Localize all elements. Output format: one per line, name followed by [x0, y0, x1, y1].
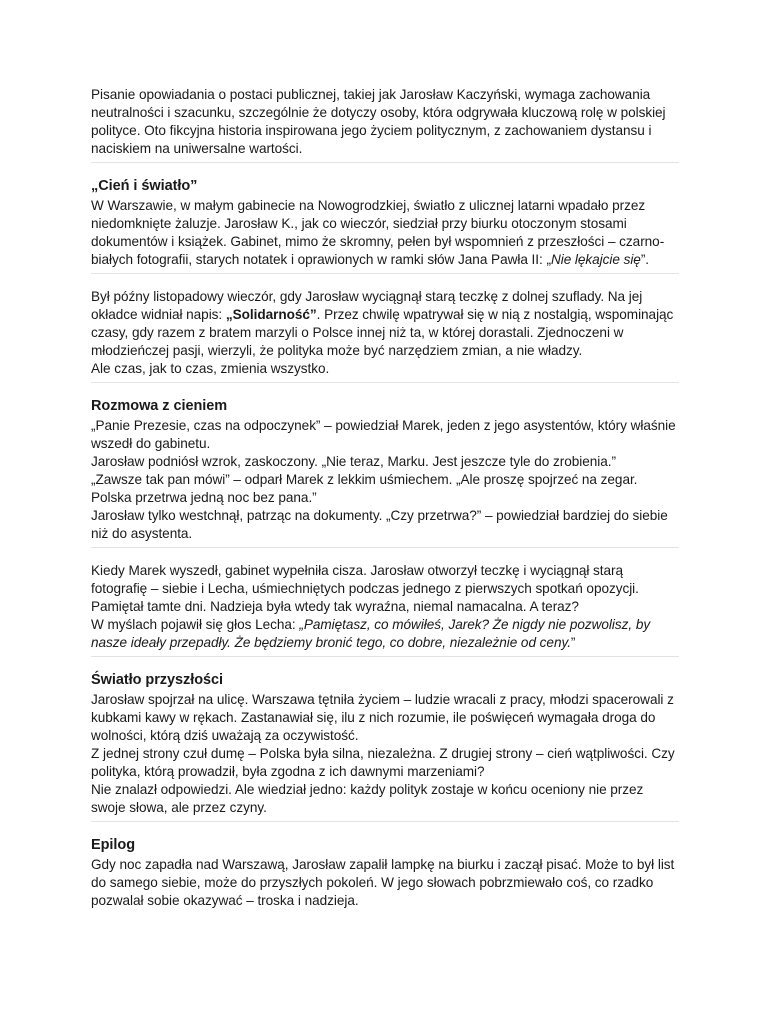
section-3-paragraph: Nie znalazł odpowiedzi. Ale wiedział jedno: każdy polityk zostaje w końcu oceniony nie przez swoje słowa, ale przez czyny. [91, 782, 644, 815]
section-2-lech-quote-line: W myślach pojawił się głos Lecha: „Pamiętasz, co mówiłeś, Jarek? Że nigdy nie pozwolisz, by nasze ideały przepadły. Że będziemy bronić tego, co dobre, niezależnie od ceny.” [91, 617, 651, 650]
intro-paragraph: Pisanie opowiadania o postaci publicznej, takiej jak Jarosław Kaczyński, wymaga zachowania neutralności i szacunku, szczególnie że dotyczy osoby, która odgrywała kluczową rolę w polskiej polityce. Oto fikcyjna historia inspirowana jego życiem politycznym, z zachowaniem dystansu i naciskiem na uniwersalne wartości. [91, 87, 666, 156]
divider [91, 382, 679, 383]
dialogue-line: „Panie Prezesie, czas na odpoczynek” – powiedział Marek, jeden z jego asystentów, który właśnie wszedł do gabinetu. [91, 418, 676, 451]
section-3-paragraph: Z jednej strony czuł dumę – Polska była silna, niezależna. Z drugiej strony – cień wątpliwości. Czy polityka, którą prowadził, była zgodna z ich dawnymi marzeniami? [91, 746, 675, 779]
section-3-paragraph: Jarosław spojrzał na ulicę. Warszawa tętniła życiem – ludzie wracali z pracy, młodzi spacerowali z kubkami kawy w rękach. Zastanawiał się, ilu z nich rozumie, ile poświęceń wymagała droga do wolności, którą dziś uważają za oczywistość. [91, 692, 674, 743]
bold-solidarnosc: „Solidarność” [225, 307, 317, 322]
quote-lech: „Pamiętasz, co mówiłeś, Jarek? Że nigdy nie pozwolisz, by nasze ideały przepadły. Że będziemy bronić tego, co dobre, niezależnie od ceny. [91, 617, 651, 650]
section-1-paragraph-2: Był późny listopadowy wieczór, gdy Jarosław wyciągnął starą teczkę z dolnej szuflady. Na jej okładce widniał napis: „Solidarność”. Przez chwilę wpatrywał się w nią z nostalgią, wspominając czasy, gdy razem z bratem marzyli o Polsce innej niż ta, w której dorastali. Zjednoczeni w młodzieńczej pasji, wierzyli, że polityka może być narzędziem zmian, a nie władzy. [91, 289, 674, 358]
section-title-epilog: Epilog [91, 837, 136, 853]
section-2-paragraph-2: Kiedy Marek wyszedł, gabinet wypełniła cisza. Jarosław otworzył teczkę i wyciągnął starą fotografię – siebie i Lecha, uśmiechniętych podczas jednego z pierwszych spotkań opozycji. [91, 563, 639, 596]
divider [91, 547, 679, 548]
divider [91, 656, 679, 657]
section-title-cien-i-swiatlo: „Cień i światło” [91, 178, 198, 194]
section-2-paragraph-2-line: Pamiętał tamte dni. Nadzieja była wtedy tak wyraźna, niemal namacalna. A teraz? [91, 599, 579, 614]
dialogue-line: Jarosław tylko westchnął, patrząc na dokumenty. „Czy przetrwa?” – powiedział bardziej do siebie niż do asystenta. [91, 508, 668, 541]
divider [91, 162, 679, 163]
divider [91, 821, 679, 822]
section-1-paragraph-1: W Warszawie, w małym gabinecie na Nowogrodzkiej, światło z ulicznej latarni wpadało przez niedomknięte żaluzje. Jarosław K., jak co wieczór, siedział przy biurku otoczonym stosami dokumentów i książek. Gabinet, mimo że skromny, pełen był wspomnień z przeszłości – czarno-białych fotografii, starych notatek i oprawionych w ramki słów Jana Pawła II: „Nie lękajcie się”. [91, 198, 665, 267]
section-title-swiatlo-przyszlosci: Światło przyszłości [91, 672, 224, 688]
dialogue-line: Jarosław podniósł wzrok, zaskoczony. „Nie teraz, Marku. Jest jeszcze tyle do zrobienia.” [91, 454, 616, 469]
document-body [91, 86, 679, 910]
quote-nie-lekajcie-sie: Nie lękajcie się [550, 252, 641, 267]
dialogue-line: „Zawsze tak pan mówi” – odparł Marek z lekkim uśmiechem. „Ale proszę spojrzeć na zegar. Polska przetrwa jedną noc bez pana.” [91, 472, 638, 505]
section-title-rozmowa-z-cieniem: Rozmowa z cieniem [91, 398, 228, 414]
epilog-paragraph: Gdy noc zapadła nad Warszawą, Jarosław zapalił lampkę na biurku i zaczął pisać. Może to był list do samego siebie, może do przyszłych pokoleń. W jego słowach pobrzmiewało coś, co rzadko pozwalał sobie okazywać – troska i nadzieja. [91, 857, 675, 908]
section-1-paragraph-2-line-2: Ale czas, jak to czas, zmienia wszystko. [91, 361, 330, 376]
divider [91, 273, 679, 274]
